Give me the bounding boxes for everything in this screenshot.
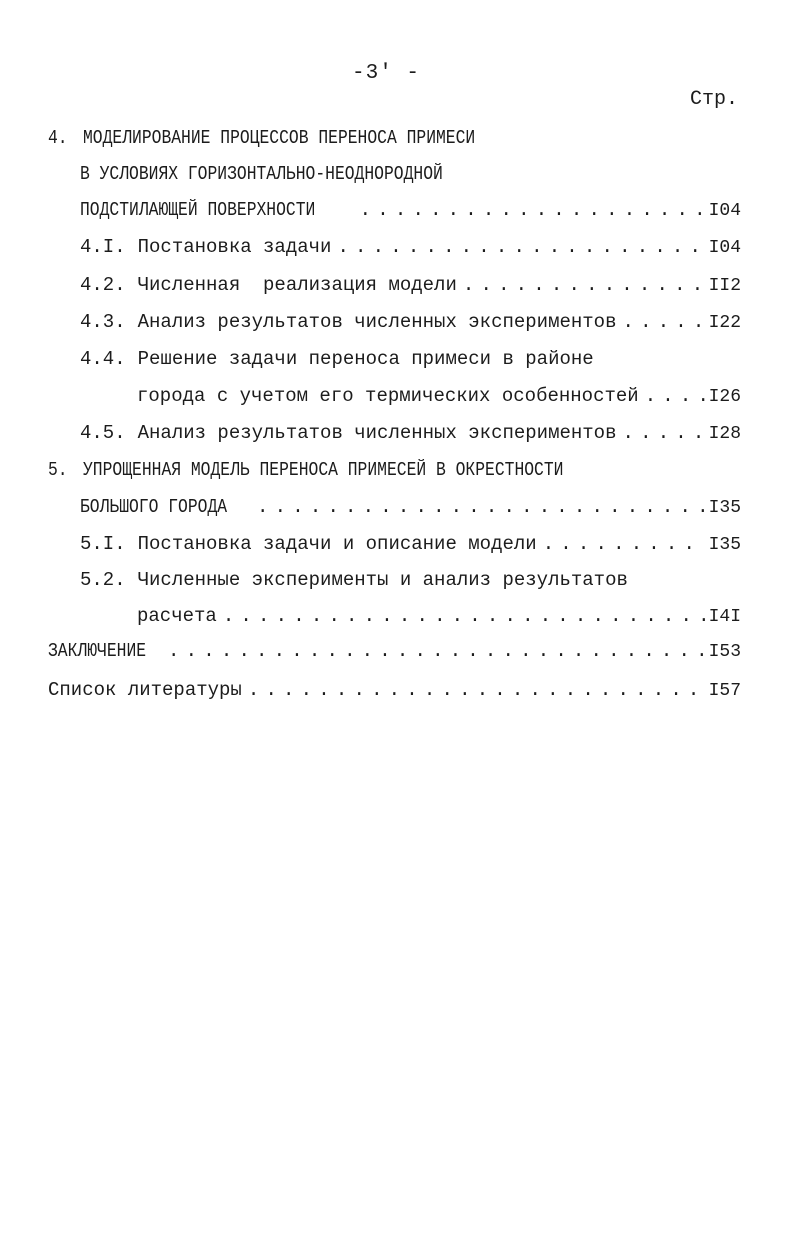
- toc-section-5-2-line-1: [80, 566, 628, 594]
- toc-chapter-4-line-2: [80, 160, 502, 188]
- dot-leader: [168, 637, 705, 665]
- toc-chapter-5-line-2: [80, 493, 741, 521]
- dot-leader: [623, 419, 705, 447]
- toc-title: УПРОЩЕННАЯ МОДЕЛЬ ПЕРЕНОСА ПРИМЕСЕЙ В ОКРЕСТНОСТИ: [82, 459, 564, 481]
- toc-title: Постановка задачи: [137, 236, 332, 258]
- dot-leader: [257, 493, 705, 521]
- toc-chapter-4-line-1: [48, 124, 539, 152]
- toc-title: Анализ результатов численных экспериментов: [137, 422, 617, 444]
- toc-number: 5.: [48, 459, 68, 481]
- toc-title: ПОДСТИЛАЮЩЕЙ ПОВЕРХНОСТИ: [80, 199, 316, 221]
- toc-page-number: I26: [708, 387, 741, 407]
- toc-page-number: I35: [708, 535, 741, 555]
- dot-leader: [223, 602, 705, 630]
- toc-title: ЗАКЛЮЧЕНИЕ: [48, 640, 147, 662]
- toc-section-5-1: [80, 530, 741, 558]
- toc-chapter-5-line-1: [48, 456, 642, 484]
- toc-title: Решение задачи переноса примеси в районе: [137, 348, 594, 370]
- page-column-label: Стр.: [690, 88, 739, 111]
- toc-title: Постановка задачи и описание модели: [137, 533, 537, 555]
- toc-number: 4.5.: [80, 422, 126, 444]
- dot-leader: [337, 233, 704, 261]
- toc-number: 4.I.: [80, 236, 126, 258]
- toc-chapter-4-line-3: [80, 196, 741, 224]
- toc-title: МОДЕЛИРОВАНИЕ ПРОЦЕССОВ ПЕРЕНОСА ПРИМЕСИ: [82, 127, 476, 149]
- toc-title: расчета: [137, 605, 217, 627]
- toc-page-number: I04: [708, 201, 741, 221]
- toc-section-4-3: [80, 308, 741, 336]
- toc-title: Численные эксперименты и анализ результатов: [137, 569, 628, 591]
- toc-title: Список литературы: [48, 679, 242, 701]
- toc-page-number: I22: [708, 313, 741, 333]
- dot-leader: [360, 196, 705, 224]
- toc-number: 4.: [48, 127, 68, 149]
- toc-section-4-5: [80, 419, 741, 447]
- toc-number: 4.2.: [80, 274, 126, 296]
- dot-leader: [463, 271, 705, 299]
- dot-leader: [543, 530, 705, 558]
- toc-conclusion: [48, 637, 741, 665]
- toc-title: БОЛЬШОГО ГОРОДА: [80, 496, 228, 518]
- toc-page-number: I04: [708, 238, 741, 258]
- dot-leader: [645, 382, 705, 410]
- toc-section-4-4-line-1: [80, 345, 594, 373]
- toc-title: В УСЛОВИЯХ ГОРИЗОНТАЛЬНО-НЕОДНОРОДНОЙ: [80, 163, 443, 185]
- toc-section-4-4-line-2: [137, 382, 741, 410]
- dot-leader: [623, 308, 705, 336]
- toc-page-number: II2: [708, 276, 741, 296]
- toc-number: 5.I.: [80, 533, 126, 555]
- toc-number: 4.3.: [80, 311, 126, 333]
- toc-page-number: I57: [708, 681, 741, 701]
- toc-page-number: I4I: [708, 607, 741, 627]
- toc-section-4-1: [80, 233, 741, 261]
- dot-leader: [248, 676, 705, 704]
- toc-page-number: I53: [708, 642, 741, 662]
- toc-title: Численная реализация модели: [137, 274, 457, 296]
- toc-page-number: I28: [708, 424, 741, 444]
- toc-title: Анализ результатов численных экспериментов: [137, 311, 617, 333]
- toc-title: города с учетом его термических особенностей: [137, 385, 639, 407]
- toc-section-5-2-line-2: [137, 602, 741, 630]
- page-number: -3ʹ -: [352, 62, 421, 85]
- toc-number: 5.2.: [80, 569, 126, 591]
- toc-number: 4.4.: [80, 348, 126, 370]
- toc-references: [48, 676, 741, 704]
- toc-page-number: I35: [708, 498, 741, 518]
- toc-section-4-2: [80, 271, 741, 299]
